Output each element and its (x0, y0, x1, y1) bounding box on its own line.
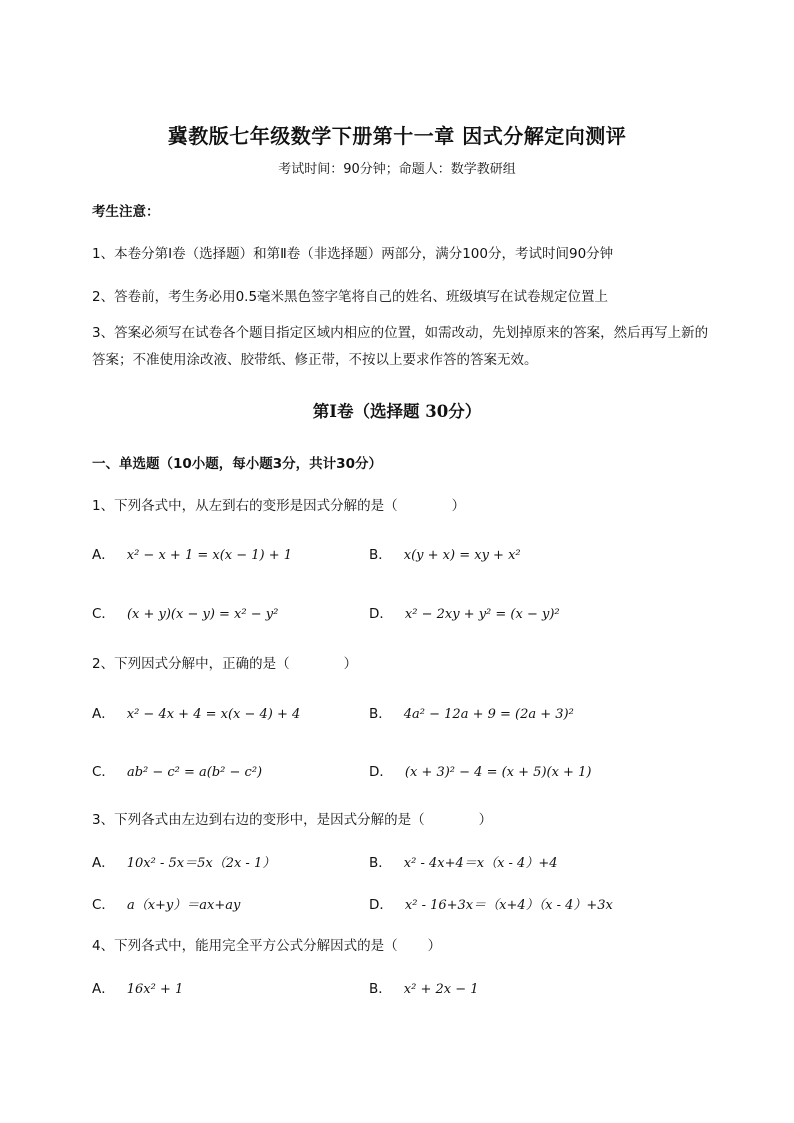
option-4b (369, 977, 479, 997)
option-3a (92, 851, 275, 871)
option-formula: ab² − c² = a(b² − c²) (126, 765, 263, 780)
option-formula: x² − 2xy + y² = (x − y)² (404, 607, 560, 622)
option-1d (369, 602, 560, 622)
document-title: 冀教版七年级数学下册第十一章 因式分解定向测评 (167, 124, 627, 148)
option-label: B． (369, 855, 392, 871)
option-2d (369, 760, 591, 780)
option-formula: x² − 4x + 4 = x(x − 4) + 4 (126, 707, 301, 722)
notice-heading: 考生注意： (92, 204, 160, 220)
question-stem-end: ） (451, 498, 466, 514)
option-1a (92, 543, 292, 563)
notice-item-1: 1、本卷分第I卷（选择题）和第Ⅱ卷（非选择题）两部分，满分100分，考试时间90分钟 (92, 246, 614, 262)
option-formula: a（x+y）＝ax+ay (126, 898, 241, 913)
option-formula: 16x² + 1 (126, 982, 184, 997)
notice-item-2: 2、答卷前，考生务必用0.5毫米黑色签字笔将自己的姓名、班级填写在试卷规定位置上 (92, 289, 609, 305)
option-1b (369, 543, 521, 563)
question-stem-text: 1、下列各式中，从左到右的变形是因式分解的是（ (92, 498, 398, 514)
option-label: A． (92, 706, 115, 722)
question-3-stem (92, 808, 492, 828)
option-formula: x² + 2x − 1 (403, 982, 479, 997)
question-stem-end: ） (478, 812, 493, 828)
option-label: C． (92, 764, 115, 780)
option-label: C． (92, 897, 115, 913)
question-2-stem (92, 652, 357, 672)
question-1-stem (92, 494, 465, 514)
option-3d (369, 893, 613, 913)
document-subtitle: 考试时间：90分钟；命题人：数学教研组 (278, 162, 516, 177)
option-label: A． (92, 547, 115, 563)
option-label: B． (369, 547, 392, 563)
question-stem-end: ） (427, 938, 442, 954)
section-title: 一、单选题（10小题，每小题3分，共计30分） (92, 456, 382, 472)
option-2c (92, 760, 262, 780)
option-label: A． (92, 855, 115, 871)
option-2a (92, 702, 300, 722)
option-label: D． (369, 606, 393, 622)
option-label: D． (369, 897, 393, 913)
option-formula: 10x² - 5x＝5x（2x - 1） (126, 856, 276, 871)
option-formula: x(y + x) = xy + x² (403, 548, 521, 563)
part-title: 第I卷（选择题 30分） (312, 402, 482, 421)
option-3c (92, 893, 240, 913)
question-stem-end: ） (343, 656, 358, 672)
option-formula: (x + 3)² − 4 = (x + 5)(x + 1) (404, 765, 592, 780)
option-label: B． (369, 981, 392, 997)
option-formula: (x + y)(x − y) = x² − y² (126, 607, 279, 622)
question-4-stem (92, 934, 441, 954)
option-3b (369, 851, 558, 871)
question-stem-text: 4、下列各式中，能用完全平方公式分解因式的是（ (92, 938, 398, 954)
question-stem-text: 2、下列因式分解中，正确的是（ (92, 656, 290, 672)
option-formula: x² - 4x+4＝x（x - 4）+4 (403, 856, 558, 871)
notice-item-3: 3、答案必须写在试卷各个题目指定区域内相应的位置，如需改动，先划掉原来的答案，然后再写上新的答案；不准使用涂改液、胶带纸、修正带，不按以上要求作答的答案无效。 (92, 325, 709, 368)
option-1c (92, 602, 278, 622)
option-label: C． (92, 606, 115, 622)
option-label: A． (92, 981, 115, 997)
option-formula: x² − x + 1 = x(x − 1) + 1 (126, 548, 293, 563)
option-2b (369, 702, 574, 722)
option-label: D． (369, 764, 393, 780)
option-label: B． (369, 706, 392, 722)
option-4a (92, 977, 183, 997)
option-formula: x² - 16+3x＝（x+4）（x - 4）+3x (404, 898, 613, 913)
option-formula: 4a² − 12a + 9 = (2a + 3)² (403, 707, 574, 722)
question-stem-text: 3、下列各式由左边到右边的变形中，是因式分解的是（ (92, 812, 425, 828)
